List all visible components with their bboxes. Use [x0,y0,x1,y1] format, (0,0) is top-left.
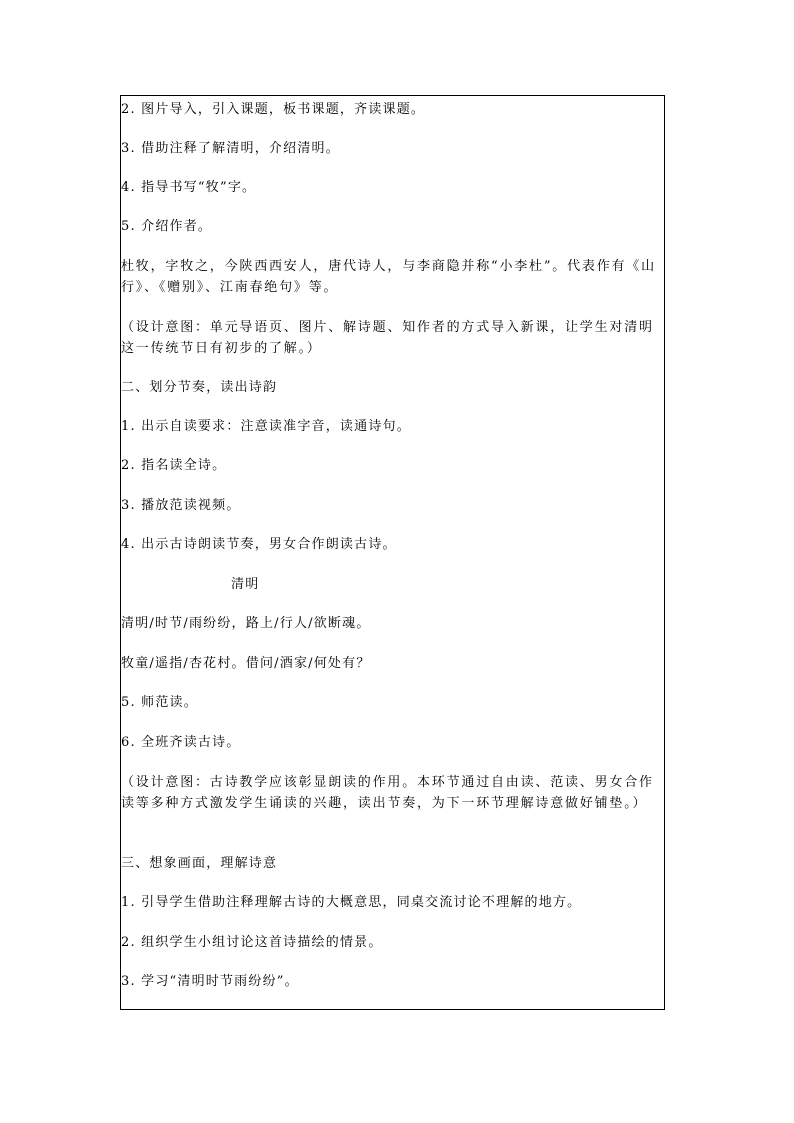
author-bio-paragraph: 杜牧，字牧之，今陕西西安人，唐代诗人，与李商隐并称“小李杜”。代表作有《山行》、《赠别》、江南春绝句》等。 [121,259,656,295]
step-5-teacher-model: 5. 师范读。 [121,695,198,710]
step-1-self-reading: 1. 出示自读要求：注意读准字音，读通诗句。 [121,419,411,434]
design-intent-2: （设计意图：古诗教学应该彰显朗读的作用。本环节通过自由读、范读、男女合作读等多种方式激发学生诵读的兴趣，读出节奏，为下一环节理解诗意做好铺垫。） [121,775,654,811]
poem-title: 清明 [231,577,260,592]
poem-line-2: 牧童/遥指/杏花村。借问/酒家/何处有？ [121,656,371,671]
lesson-plan-table-cell [120,95,665,1010]
step-2-picture-intro: 2. 图片导入，引入课题，板书课题，齐读课题。 [121,102,426,117]
step-5-introduce-author: 5. 介绍作者。 [121,219,213,234]
step-6-class-reading: 6. 全班齐读古诗。 [121,735,241,750]
poem-line-1: 清明/时节/雨纷纷，路上/行人/欲断魂。 [121,616,371,631]
step-4-rhythm-reading: 4. 出示古诗朗读节奏，男女合作朗读古诗。 [121,537,397,552]
section-3-heading: 三、想象画面，理解诗意 [121,856,278,871]
step-3-explain-qingming: 3. 借助注释了解清明，介绍清明。 [121,141,340,156]
step-2-group-discussion: 2. 组织学生小组讨论这首诗描绘的情景。 [121,935,383,950]
design-intent-1: （设计意图：单元导语页、图片、解诗题、知作者的方式导入新课，让学生对清明这一传统节日有初步的了解。） [121,320,654,356]
step-3-model-video: 3. 播放范读视频。 [121,498,241,513]
step-1-annotation-understanding: 1. 引导学生借助注释理解古诗的大概意思，同桌交流讨论不理解的地方。 [121,895,582,910]
step-2-call-on-reader: 2. 指名读全诗。 [121,458,227,473]
step-3-study-line: 3. 学习“清明时节雨纷纷”。 [121,974,299,989]
section-2-heading: 二、划分节奏，读出诗韵 [121,380,278,395]
step-4-write-character: 4. 指导书写“牧”字。 [121,180,257,195]
